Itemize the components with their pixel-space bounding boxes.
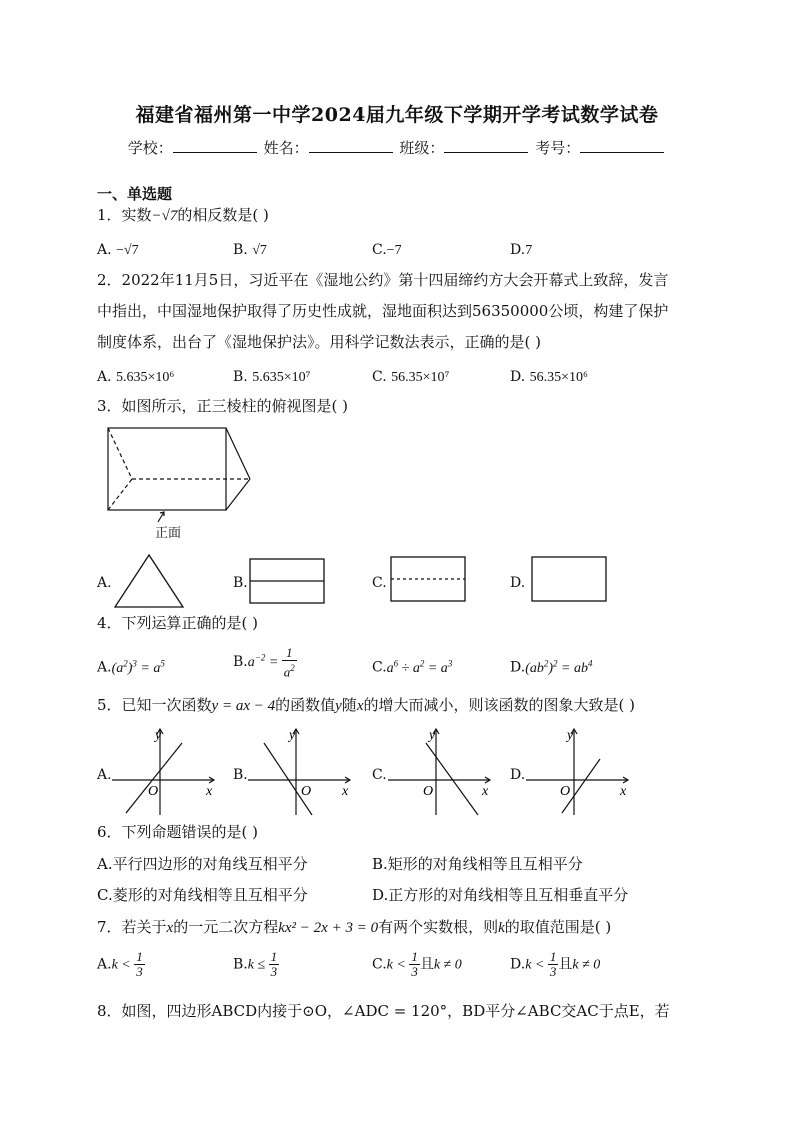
question-8: 8．如图，四边形ABCD内接于⊙O，∠ADC = 120°，BD平分∠ABC交AC于点E，若 <box>97 1002 670 1020</box>
q4-option-b[interactable] <box>233 646 297 679</box>
q5-option-a-label[interactable]: A. <box>97 767 112 783</box>
q3-option-b-rect-solid[interactable] <box>248 557 328 607</box>
exam-number-label: 考号： <box>535 139 581 157</box>
q7-c-qie: 且 <box>419 956 434 973</box>
q1-d-text: 7 <box>525 243 533 258</box>
q2-c-label: C. <box>372 369 387 385</box>
q5-option-d-label[interactable]: D. <box>510 767 526 783</box>
q5-graph-b[interactable] <box>246 725 356 817</box>
q7-option-b[interactable]: B.k ≤ $\frac{1}{3}$ <box>233 949 278 979</box>
class-blank[interactable] <box>444 138 528 153</box>
origin-label: O <box>148 784 159 799</box>
question-6: 6．下列命题错误的是( ) <box>97 823 259 841</box>
q7-stem-prefix: 7．若关于 <box>97 918 167 936</box>
q3-option-c-rect-dashed[interactable] <box>389 555 469 605</box>
origin-label: O <box>301 784 312 799</box>
q4-c-math: $a^6 \div a^2 = a^3$ <box>386 658 453 676</box>
q1-stem-prefix: 1．实数 <box>97 206 152 224</box>
q3-option-d-rect-plain[interactable] <box>530 555 610 605</box>
q4-a-math: $(a^2)^3 = a^5$ <box>111 658 165 676</box>
axis-y-label: y <box>567 728 574 743</box>
prism-edge <box>226 479 250 510</box>
q4-b-label: B. <box>233 653 248 670</box>
q2-option-c[interactable] <box>372 368 449 387</box>
prism-hidden-edge <box>108 479 132 510</box>
school-blank[interactable] <box>173 138 257 153</box>
q3-option-d-label[interactable]: D. <box>510 575 526 591</box>
axis-y-label: y <box>155 728 162 743</box>
question-5 <box>97 696 635 716</box>
q7-stem-mid: 的一元二次方程 <box>173 918 279 936</box>
q1-option-b[interactable] <box>233 241 267 260</box>
q7-var-x: x <box>166 920 174 936</box>
q2-a-label: A. <box>97 369 112 385</box>
q1-stem-math: −√7 <box>151 208 178 224</box>
q3-option-a-triangle[interactable] <box>113 553 185 611</box>
q5-stem-mid2: 随 <box>341 696 357 714</box>
q7-stem-math: kx² − 2x + 3 = 0 <box>278 920 379 936</box>
graph-line <box>426 743 478 815</box>
q4-option-d[interactable] <box>510 654 592 678</box>
q5-var-x: x <box>356 698 364 714</box>
q5-graph-a[interactable] <box>110 725 220 817</box>
graph-line <box>126 743 182 813</box>
question-4: 4．下列运算正确的是( ) <box>97 614 259 632</box>
q2-b-text: 5.635×10⁷ <box>252 370 311 385</box>
exam-title: 福建省福州第一中学2024届九年级下学期开学考试数学试卷 <box>135 104 659 126</box>
q7-d-qie: 且 <box>558 956 573 973</box>
q2-option-a[interactable] <box>97 368 174 387</box>
name-label: 姓名： <box>263 139 309 157</box>
q5-stem-prefix: 5．已知一次函数 <box>97 696 212 714</box>
q4-d-math: $(ab^2)^2 = ab^4$ <box>525 658 593 676</box>
q7-c-label: C. <box>372 956 387 973</box>
q1-b-label: B. <box>233 242 248 258</box>
q7-b-label: B. <box>233 956 248 973</box>
q1-c-text: −7 <box>386 243 402 258</box>
exam-number-blank[interactable] <box>580 138 664 153</box>
q3-option-b-label[interactable]: B. <box>233 575 248 591</box>
section-title: 一、单选题 <box>97 185 173 203</box>
q7-d-label: D. <box>510 956 526 973</box>
q2-line-2: 中指出，中国湿地保护取得了历史性成就，湿地面积达到56350000公顷，构建了保护 <box>97 302 669 320</box>
graph-line <box>264 743 312 815</box>
prism-front-face <box>108 428 226 510</box>
q5-option-b-label[interactable]: B. <box>233 767 248 783</box>
q2-a-text: 5.635×10⁶ <box>116 370 175 385</box>
q2-c-text: 56.35×10⁷ <box>391 370 450 385</box>
q5-stem-mid: 的函数值 <box>275 696 336 714</box>
axis-x-label: x <box>620 784 627 799</box>
q1-option-d[interactable] <box>510 241 532 260</box>
view-arrow <box>158 512 164 522</box>
front-label: 正面 <box>155 526 182 541</box>
q7-stem-suffix: 的取值范围是( ) <box>504 918 612 936</box>
q2-option-d[interactable] <box>510 368 588 387</box>
q5-option-c-label[interactable]: C. <box>372 767 387 783</box>
q2-d-label: D. <box>510 369 526 385</box>
q1-a-text: −√7 <box>116 243 139 258</box>
axis-x-label: x <box>206 784 213 799</box>
question-3: 3．如图所示，正三棱柱的俯视图是( ) <box>97 397 349 415</box>
q1-d-label: D. <box>510 242 526 258</box>
q4-option-a[interactable] <box>97 654 165 678</box>
q5-var-y: y <box>335 698 342 714</box>
q2-option-b[interactable] <box>233 368 310 387</box>
q4-a-label: A. <box>97 659 112 676</box>
question-1 <box>97 206 269 226</box>
prism-edge <box>226 428 250 479</box>
q7-stem-mid2: 有两个实数根，则 <box>378 918 499 936</box>
q7-option-d[interactable]: D.k < $\frac{1}{3}$ 且k ≠ 0 <box>510 949 601 979</box>
axis-x-label: x <box>482 784 489 799</box>
q1-option-c[interactable] <box>372 241 402 260</box>
q2-line-3: 制度体系，出台了《湿地保护法》。用科学记数法表示，正确的是( ) <box>97 333 541 351</box>
q5-graph-c[interactable] <box>386 725 496 817</box>
axis-y-label: y <box>429 728 436 743</box>
q6-option-a[interactable]: A.平行四边形的对角线互相平分 <box>97 855 308 873</box>
q5-stem-math: y = ax − 4 <box>211 698 276 714</box>
axis-x-label: x <box>342 784 349 799</box>
origin-label: O <box>423 784 434 799</box>
q7-a-label: A. <box>97 956 112 973</box>
q6-option-b[interactable]: B.矩形的对角线相等且互相平分 <box>372 855 583 873</box>
school-label: 学校： <box>127 139 173 157</box>
q1-b-text: √7 <box>252 243 267 258</box>
class-label: 班级： <box>399 139 445 157</box>
q1-stem-suffix: 的相反数是( ) <box>177 206 269 224</box>
q2-d-text: 56.35×10⁶ <box>529 370 588 385</box>
q1-c-label: C. <box>372 242 387 258</box>
q3-option-c-label[interactable]: C. <box>372 575 387 591</box>
q4-d-label: D. <box>510 659 526 676</box>
q5-stem-suffix: 的增大而减小，则该函数的图象大致是( ) <box>363 696 635 714</box>
q7-option-c[interactable]: C.k < $\frac{1}{3}$ 且k ≠ 0 <box>372 949 462 979</box>
q7-option-a[interactable]: A.k < $\frac{1}{3}$ <box>97 949 143 979</box>
origin-label: O <box>560 784 571 799</box>
question-2 <box>97 265 697 358</box>
q1-a-label: A. <box>97 242 112 258</box>
q2-line-1: 2．2022年11月5日，习近平在《湿地公约》第十四届缔约方大会开幕式上致辞，发言 <box>97 271 669 289</box>
q5-graph-d[interactable] <box>524 725 634 817</box>
q4-c-label: C. <box>372 659 387 676</box>
q6-option-c[interactable]: C.菱形的对角线相等且互相平分 <box>97 886 308 904</box>
q2-b-label: B. <box>233 369 248 385</box>
q7-var-k: k <box>498 920 505 936</box>
student-info-row <box>0 137 794 158</box>
q6-option-d[interactable]: D.正方形的对角线相等且互相垂直平分 <box>372 886 629 904</box>
question-7 <box>97 918 611 938</box>
q4-b-math: $a^{-2}$ = $\frac{1}{a^2}$ <box>247 645 295 680</box>
prism-hidden-edge <box>108 428 132 479</box>
q1-option-a[interactable] <box>97 241 139 260</box>
q4-option-c[interactable] <box>372 654 452 678</box>
q3-option-a-label[interactable]: A. <box>97 575 112 591</box>
name-blank[interactable] <box>309 138 393 153</box>
axis-y-label: y <box>289 728 296 743</box>
